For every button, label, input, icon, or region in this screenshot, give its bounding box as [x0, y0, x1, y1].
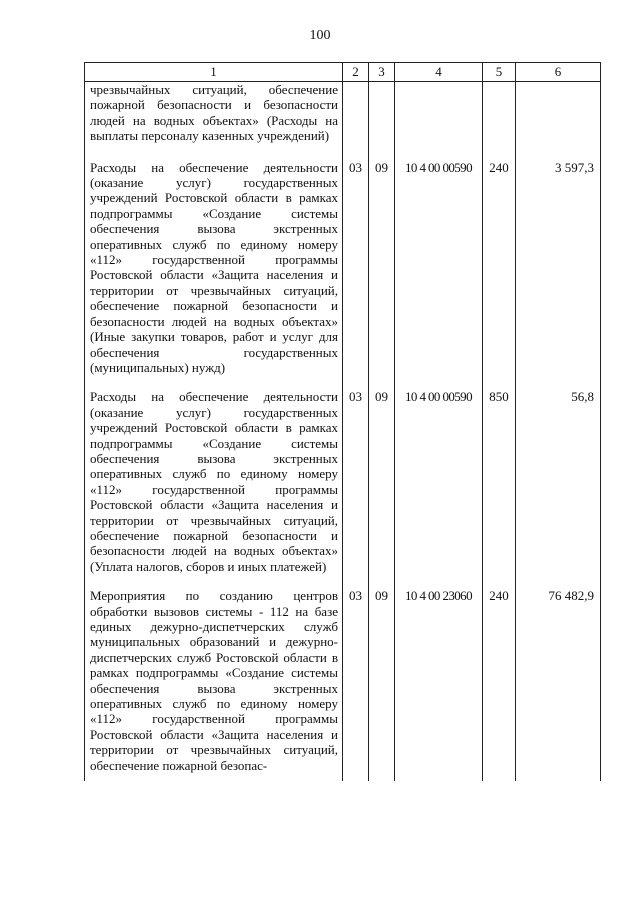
header-cell: 3 — [369, 63, 395, 82]
row-target-code: 10 4 00 00590 — [395, 383, 483, 582]
page-number: 100 — [309, 28, 331, 43]
header-cell: 6 — [516, 63, 601, 82]
row-amount — [516, 82, 601, 154]
row-subsection: 09 — [369, 582, 395, 781]
row-target-code: 10 4 00 23060 — [395, 582, 483, 781]
row-amount: 3 597,3 — [516, 154, 601, 384]
row-amount: 76 482,9 — [516, 582, 601, 781]
row-expense-type: 240 — [483, 582, 516, 781]
row-section: 03 — [343, 582, 369, 781]
header-cell: 2 — [343, 63, 369, 82]
row-section: 03 — [343, 154, 369, 384]
table-row — [85, 383, 601, 582]
row-expense-type: 240 — [483, 154, 516, 384]
row-description: чрезвычайных ситуаций, обеспечение пожарной безопасности и безопасности людей на водных объектах» (Расходы на выплаты персоналу казенных учреждений) — [85, 82, 343, 154]
header-cell: 1 — [85, 63, 343, 82]
header-cell: 4 — [395, 63, 483, 82]
row-target-code — [395, 82, 483, 154]
row-subsection: 09 — [369, 154, 395, 384]
row-description: Мероприятия по созданию центров обработки вызовов системы - 112 на базе единых дежурно-диспетчерских служб муниципальных образований и дежурно-диспетчерских служб Ростовской области в рамках подпрограммы «Создание системы обеспечения вызова экстренных оперативных служб по единому номеру «112» государственной программы Ростовской области «Защита населения и территории от чрезвычайных ситуаций, обеспечение пожарной безопас- — [85, 582, 343, 781]
table-row — [85, 154, 601, 384]
header-row — [85, 63, 601, 82]
budget-table — [84, 62, 601, 781]
row-description: Расходы на обеспечение деятельности (оказание услуг) государственных учреждений Ростовской области в рамках подпрограммы «Создание системы обеспечения вызова экстренных оперативных служб по единому номеру «112» государственной программы Ростовской области «Защита населения и территории от чрезвычайных ситуаций, обеспечение пожарной безопасности и безопасности людей на водных объектах» (Иные закупки товаров, работ и услуг для обеспечения государственных (муниципальных) нужд) — [85, 154, 343, 384]
table-row — [85, 82, 601, 154]
row-section: 03 — [343, 383, 369, 582]
row-subsection — [369, 82, 395, 154]
row-subsection: 09 — [369, 383, 395, 582]
row-description: Расходы на обеспечение деятельности (оказание услуг) государственных учреждений Ростовской области в рамках подпрограммы «Создание системы обеспечения вызова экстренных оперативных служб по единому номеру «112» государственной программы Ростовской области «Защита населения и территории от чрезвычайных ситуаций, обеспечение пожарной безопасности и безопасности людей на водных объектах» (Уплата налогов, сборов и иных платежей) — [85, 383, 343, 582]
row-expense-type: 850 — [483, 383, 516, 582]
row-target-code: 10 4 00 00590 — [395, 154, 483, 384]
row-section — [343, 82, 369, 154]
table-row — [85, 582, 601, 781]
row-expense-type — [483, 82, 516, 154]
header-cell: 5 — [483, 63, 516, 82]
row-amount: 56,8 — [516, 383, 601, 582]
